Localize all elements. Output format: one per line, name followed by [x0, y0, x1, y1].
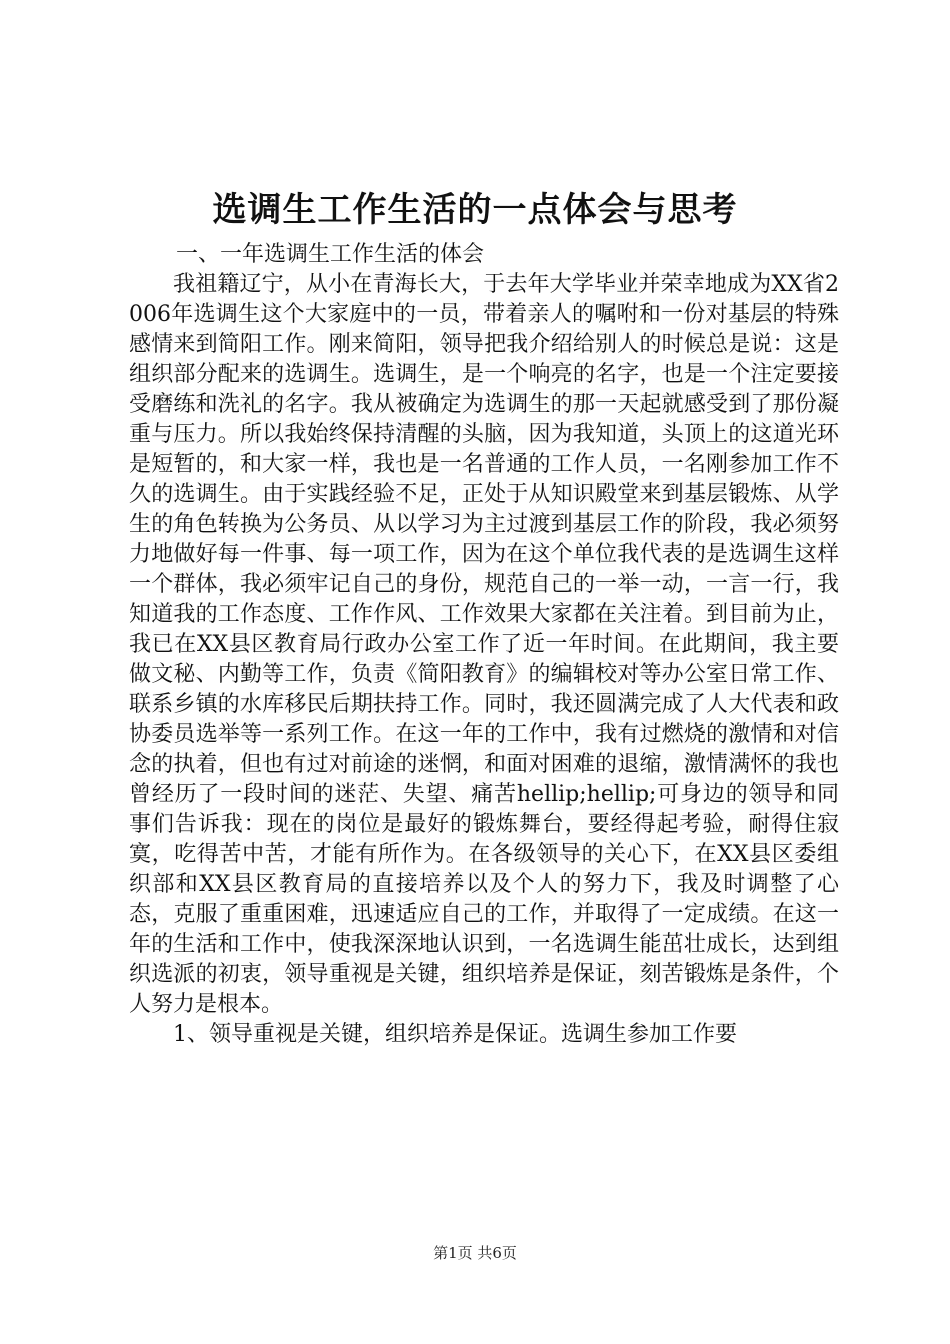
document-title: 选调生工作生活的一点体会与思考: [212, 190, 738, 230]
page-footer: 第1页 共6页: [433, 1244, 517, 1262]
section-heading: 一、一年选调生工作生活的体会: [176, 242, 485, 267]
document-body: [129, 270, 839, 1050]
body-paragraph: 我祖籍辽宁，从小在青海长大，于去年大学毕业并荣幸地成为XX省2006年选调生这个大家庭中的一员，带着亲人的嘱咐和一份对基层的特殊感情来到简阳工作。刚来简阳，领导把我介绍给别人的时候总是说：这是组织部分配来的选调生。选调生，是一个响亮的名字，也是一个注定要接受磨练和洗礼的名字。我从被确定为选调生的那一天起就感受到了那份凝重与压力。所以我始终保持清醒的头脑，因为我知道，头顶上的这道光环是短暂的，和大家一样，我也是一名普通的工作人员，一名刚参加工作不久的选调生。由于实践经验不足，正处于从知识殿堂来到基层锻炼、从学生的角色转换为公务员、从以学习为主过渡到基层工作的阶段，我必须努力地做好每一件事、每一项工作，因为在这个单位我代表的是选调生这样一个群体，我必须牢记自己的身份，规范自己的一举一动，一言一行，我知道我的工作态度、工作作风、工作效果大家都在关注着。到目前为止，我已在XX县区教育局行政办公室工作了近一年时间。在此期间，我主要做文秘、内勤等工作，负责《简阳教育》的编辑校对等办公室日常工作、联系乡镇的水库移民后期扶持工作。同时，我还圆满完成了人大代表和政协委员选举等一系列工作。在这一年的工作中，我有过燃烧的激情和对信念的执着，但也有过对前途的迷惘，和面对困难的退缩，激情满怀的我也曾经历了一段时间的迷茫、失望、痛苦hellip;hellip;可身边的领导和同事们告诉我：现在的岗位是最好的锻炼舞台，要经得起考验，耐得住寂寞，吃得苦中苦，才能有所作为。在各级领导的关心下，在XX县区委组织部和XX县区教育局的直接培养以及个人的努力下，我及时调整了心态，克服了重重困难，迅速适应自己的工作，并取得了一定成绩。在这一年的生活和工作中，使我深深地认识到，一名选调生能茁壮成长，达到组织选派的初衷，领导重视是关键，组织培养是保证，刻苦锻炼是条件，个人努力是根本。: [129, 272, 839, 1017]
body-paragraph: 1、领导重视是关键，组织培养是保证。选调生参加工作要: [173, 1022, 737, 1047]
